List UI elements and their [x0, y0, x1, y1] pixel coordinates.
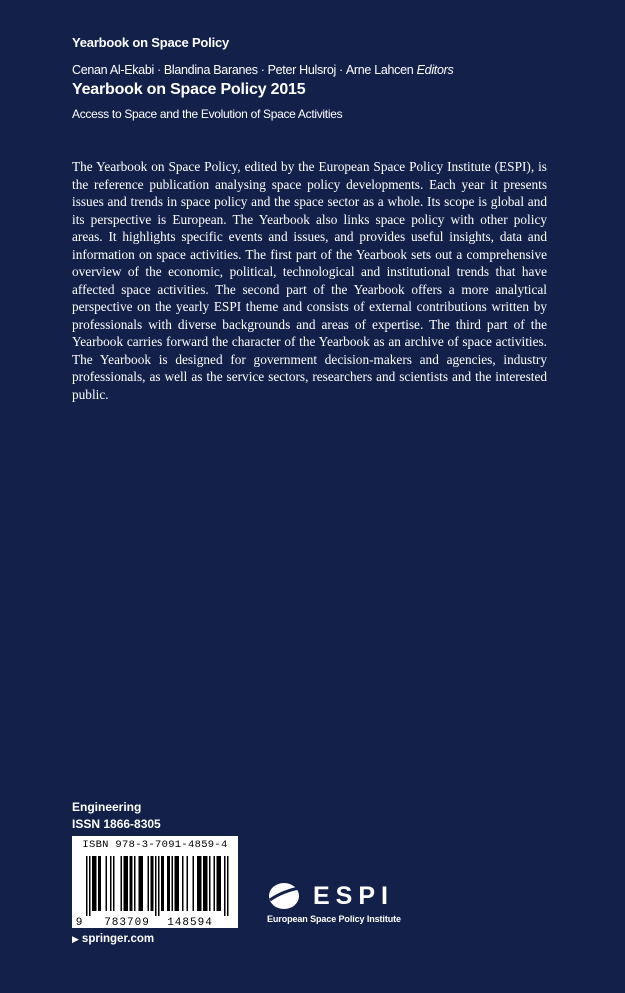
book-subtitle: Access to Space and the Evolution of Space Activities	[72, 107, 343, 121]
barcode-bar	[214, 856, 216, 911]
barcode-bar	[193, 856, 195, 911]
barcode-bar	[199, 856, 201, 911]
barcode-bar	[134, 856, 136, 911]
editor-separator: ·	[156, 63, 161, 77]
barcode-bar	[142, 856, 144, 911]
barcode-bar	[127, 856, 129, 911]
barcode-bar	[152, 856, 154, 911]
isbn-barcode	[72, 836, 238, 928]
subject-category: Engineering	[72, 800, 142, 814]
barcode-bar	[172, 856, 174, 911]
barcode-bar	[151, 856, 153, 911]
barcode-bar	[124, 856, 126, 911]
editor-name: Peter Hulsroj	[267, 63, 336, 77]
editors-role: Editors	[416, 63, 454, 77]
editors-line	[72, 63, 453, 77]
barcode-bar	[94, 856, 96, 911]
publisher-link-label: springer.com	[81, 933, 155, 945]
barcode-bar	[224, 856, 226, 916]
barcode-bar	[182, 856, 184, 911]
barcode-bar	[155, 856, 157, 916]
barcode-digit-group: 148594	[167, 917, 213, 928]
barcode-bar	[130, 856, 132, 911]
barcode-bar	[178, 856, 180, 911]
barcode-bar	[175, 856, 177, 911]
barcode-bar	[200, 856, 202, 911]
barcode-bar	[140, 856, 142, 911]
espi-wordmark: ESPI	[313, 882, 394, 910]
barcode-bar	[89, 856, 91, 916]
barcode-bar	[86, 856, 88, 916]
barcode-bar	[95, 856, 97, 911]
barcode-bar	[205, 856, 207, 911]
barcode-bar	[203, 856, 205, 911]
arrow-right-icon: ▶	[72, 934, 79, 944]
barcode-bar	[98, 856, 100, 911]
barcode-bar	[148, 856, 150, 911]
barcode-bar	[121, 856, 123, 911]
barcode-bar	[158, 856, 160, 916]
barcode-bar	[113, 856, 115, 911]
issn-number: ISSN 1866-8305	[72, 817, 161, 831]
series-title: Yearbook on Space Policy	[72, 35, 230, 50]
editor-name: Cenan Al-Ekabi	[72, 63, 154, 77]
barcode-bars	[72, 854, 238, 928]
publisher-link[interactable]	[72, 933, 154, 945]
barcode-bar	[125, 856, 127, 911]
barcode-bar	[139, 856, 141, 911]
book-description: The Yearbook on Space Policy, edited by the European Space Policy Institute (ESPI), is the reference publication analysing space policy developments. Each year it presents issues and trends in space policy and the space sector as a whole. Its scope is global and its perspective is European. The Yearbook also links space policy with other policy areas. It highlights specific events and issues, and provides useful insights, data and information on space activities. The first part of the Yearbook sets out a comprehensive overview of the economic, political, technological and institutional trends that have affected space activities. The second part of the Yearbook offers a more analytical perspective on the yearly ESPI theme and consists of external contributions written by professionals with diverse backgrounds and areas of expertise. The third part of the Yearbook carries forward the character of the Yearbook as an archive of space activities. The Yearbook is designed for government decision-makers and agencies, industry professionals, as well as the service sectors, researchers and scientists and the interested public.	[72, 159, 547, 402]
barcode-bar	[209, 856, 211, 911]
barcode-bar	[218, 856, 220, 911]
barcode-bar	[217, 856, 219, 911]
editor-name: Arne Lahcen	[345, 63, 414, 77]
barcode-bar	[131, 856, 133, 911]
barcode-bar	[110, 856, 112, 911]
editor-separator: ·	[338, 63, 343, 77]
barcode-bar	[100, 856, 102, 911]
barcode-bar	[167, 856, 169, 911]
isbn-label: ISBN 978-3-7091-4859-4	[82, 839, 228, 851]
barcode-bar	[187, 856, 189, 911]
barcode-bar	[176, 856, 178, 911]
barcode-bar	[92, 856, 94, 911]
barcode-bar	[169, 856, 171, 911]
book-title: Yearbook on Space Policy 2015	[72, 81, 306, 98]
barcode-bar	[206, 856, 208, 911]
barcode-bar	[227, 856, 229, 916]
barcode-digit-group: 783709	[104, 917, 150, 928]
barcode-bar	[161, 856, 163, 911]
barcode-bar	[163, 856, 165, 911]
espi-emblem-icon	[267, 880, 307, 912]
barcode-digit-group: 9	[75, 917, 83, 928]
editor-name: Blandina Baranes	[163, 63, 258, 77]
editor-separator: ·	[260, 63, 265, 77]
espi-full-name: European Space Policy Institute	[267, 914, 401, 924]
barcode-bar	[220, 856, 222, 911]
barcode-bar	[197, 856, 199, 911]
espi-logo	[267, 880, 417, 930]
barcode-bar	[106, 856, 108, 911]
